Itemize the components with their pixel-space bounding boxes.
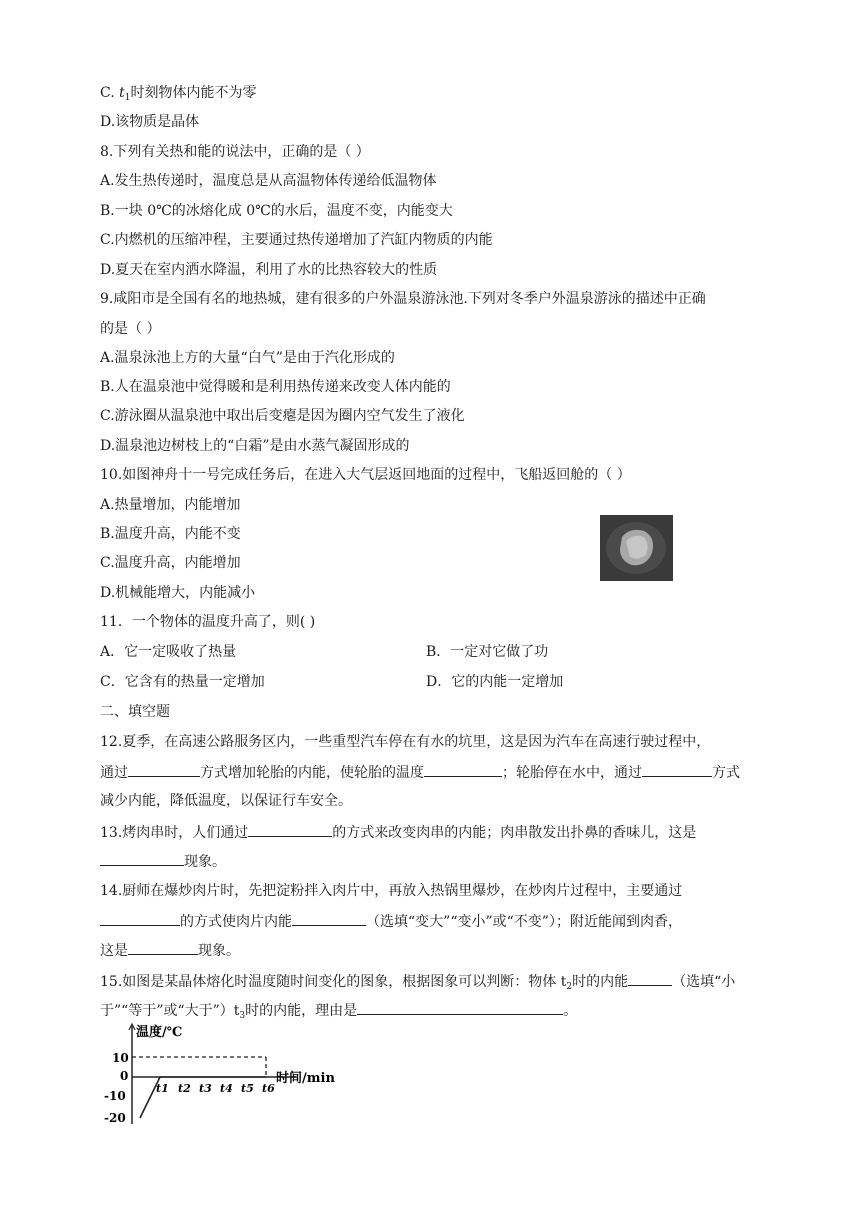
text: 的方式使肉片内能 xyxy=(180,914,292,930)
question-11: 11．一个物体的温度升高了，则( ) xyxy=(100,614,316,630)
subscript: 3 xyxy=(239,1011,246,1021)
option-10b: B.温度升高，内能不变 xyxy=(100,526,241,542)
option-7d: D.该物质是晶体 xyxy=(100,114,200,130)
y-tick-label: 0 xyxy=(120,1069,129,1083)
text: 方式增加轮胎的内能，使轮胎的温度 xyxy=(200,765,424,781)
question-10: 10.如图神舟十一号完成任务后，在进入大气层返回地面的过程中，飞船返回舱的（ ） xyxy=(100,467,631,483)
answer-blank[interactable] xyxy=(628,971,672,986)
temperature-time-graph xyxy=(100,1020,380,1130)
option-11a: A．它一定吸收了热量 xyxy=(100,644,237,660)
x-tick-label: t3 xyxy=(199,1082,212,1095)
y-axis-label: 温度/℃ xyxy=(136,1025,183,1040)
option-7c xyxy=(100,84,257,107)
option-9d: D.温泉池边树枝上的“白霜”是由水蒸气凝固形成的 xyxy=(100,438,410,454)
answer-blank[interactable] xyxy=(100,911,180,926)
option-8c: C.内燃机的压缩冲程，主要通过热传递增加了汽缸内物质的内能 xyxy=(100,232,493,248)
text: 方式 xyxy=(712,765,740,781)
section-heading: 二、填空题 xyxy=(100,704,170,720)
option-11c: C．它含有的热量一定增加 xyxy=(100,674,265,690)
question-12-line2 xyxy=(100,762,740,782)
option-text: 时刻物体内能不为零 xyxy=(130,85,257,101)
question-14-line2 xyxy=(100,911,682,931)
text: 。 xyxy=(563,1003,578,1019)
option-10a: A.热量增加，内能增加 xyxy=(100,497,241,513)
answer-blank[interactable] xyxy=(128,762,200,777)
x-tick-label: t2 xyxy=(178,1082,191,1095)
option-8a: A.发生热传递时，温度总是从高温物体传递给低温物体 xyxy=(100,173,437,189)
question-12-line1: 12.夏季，在高速公路服务区内，一些重型汽车停在有水的坑里，这是因为汽车在高速行驶过程中， xyxy=(100,734,711,750)
text: 这是 xyxy=(100,943,128,959)
y-tick-label: -10 xyxy=(104,1089,126,1103)
text: 于”“等于”或“大于”）t xyxy=(100,1003,240,1019)
answer-blank[interactable] xyxy=(248,822,332,837)
x-tick-label: t4 xyxy=(220,1082,233,1095)
text: 时的内能 xyxy=(572,974,629,990)
question-14-line1: 14.厨师在爆炒肉片时，先把淀粉拌入肉片中，再放入热锅里爆炒，在炒肉片过程中，主要通过 xyxy=(100,883,683,899)
x-tick-label: t5 xyxy=(241,1082,254,1095)
question-14-line3 xyxy=(100,940,240,960)
text: 现象。 xyxy=(184,854,226,870)
option-label: C. xyxy=(100,85,120,101)
question-13-line1 xyxy=(100,822,696,842)
x-tick-label: t1 xyxy=(156,1082,169,1095)
text: 的方式来改变肉串的内能；肉串散发出扑鼻的香味儿，这是 xyxy=(332,825,697,841)
option-8b: B.一块 0℃的冰熔化成 0℃的水后，温度不变，内能变大 xyxy=(100,203,453,219)
text: （选填“小 xyxy=(672,974,736,990)
answer-blank[interactable] xyxy=(642,762,712,777)
x-tick-label: t6 xyxy=(262,1082,275,1095)
x-tick-labels xyxy=(156,1082,275,1095)
option-10c: C.温度升高，内能增加 xyxy=(100,555,241,571)
text: 13.烤肉串时，人们通过 xyxy=(100,825,249,841)
option-10d: D.机械能增大，内能减小 xyxy=(100,585,256,601)
question-12-line3: 减少内能，降低温度，以保证行车安全。 xyxy=(100,793,352,809)
question-15-line1 xyxy=(100,971,735,996)
subscript: 2 xyxy=(566,982,573,992)
answer-blank[interactable] xyxy=(424,762,502,777)
answer-blank[interactable] xyxy=(292,911,366,926)
text: ；轮胎停在水中，通过 xyxy=(502,765,642,781)
option-11b: B．一定对它做了功 xyxy=(426,644,549,660)
text: 时的内能，理由是 xyxy=(245,1003,358,1019)
question-8: 8.下列有关热和能的说法中，正确的是（ ） xyxy=(100,144,370,160)
text: 通过 xyxy=(100,765,128,781)
option-9c: C.游泳圈从温泉池中取出后变瘪是因为圈内空气发生了液化 xyxy=(100,408,465,424)
answer-blank[interactable] xyxy=(128,940,198,955)
text: （选填“变大”“变小”或“不变”）；附近能闻到肉香， xyxy=(366,914,682,930)
option-9b: B.人在温泉池中觉得暖和是利用热传递来改变人体内能的 xyxy=(100,379,451,395)
option-9a: A.温泉泳池上方的大量“白气”是由于汽化形成的 xyxy=(100,350,395,366)
question-13-line2 xyxy=(100,851,226,871)
option-11d: D．它的内能一定增加 xyxy=(426,674,564,690)
capsule-photo xyxy=(600,515,673,581)
question-9-line2: 的是（ ） xyxy=(100,321,161,337)
subscript: 1 xyxy=(124,93,131,103)
text: 现象。 xyxy=(198,943,240,959)
answer-blank[interactable] xyxy=(357,1000,563,1015)
question-9-line1: 9.咸阳市是全国有名的地热城，建有很多的户外温泉游泳池.下列对冬季户外温泉游泳的描述中正确 xyxy=(100,291,706,307)
y-tick-label: -20 xyxy=(104,1111,126,1125)
y-tick-label: 10 xyxy=(112,1051,129,1065)
var-t: t xyxy=(119,85,125,101)
x-axis-label: 时间/min xyxy=(276,1071,335,1086)
text: 15.如图是某晶体熔化时温度随时间变化的图象，根据图象可以判断：物体 t xyxy=(100,974,567,990)
answer-blank[interactable] xyxy=(100,851,184,866)
option-8d: D.夏天在室内洒水降温，利用了水的比热容较大的性质 xyxy=(100,262,438,278)
